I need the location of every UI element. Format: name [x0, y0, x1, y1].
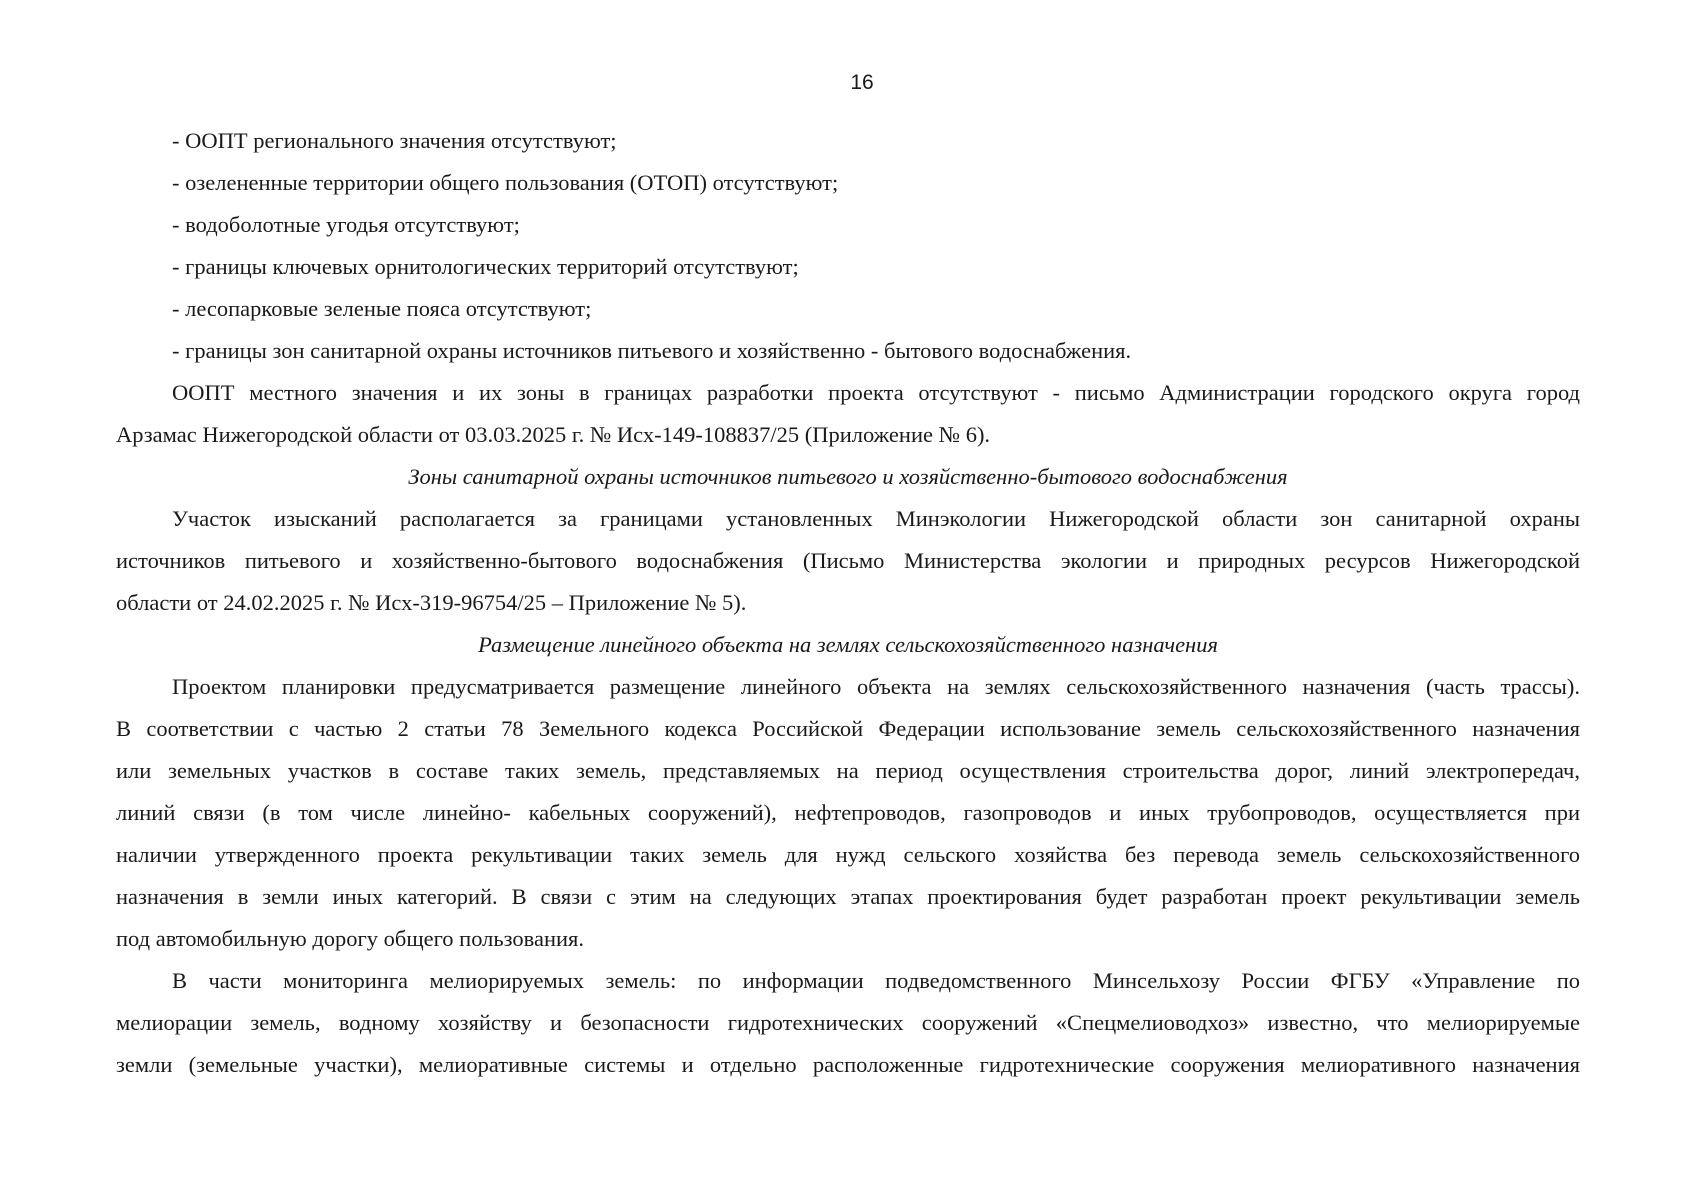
list-item: - озелененные территории общего пользования (ОТОП) отсутствуют; [172, 170, 839, 195]
paragraph-line: наличии утвержденного проекта рекультивации таких земель для нужд сельского хозяйства без перевода земель сельскохозяйственного [116, 842, 1580, 867]
list-item: - водоболотные угодья отсутствуют; [172, 212, 520, 237]
paragraph-line: мелиорации земель, водному хозяйству и безопасности гидротехнических сооружений «Спецмелиоводхоз» известно, что мелиорируемые [116, 1010, 1580, 1035]
paragraph-line: земли (земельные участки), мелиоративные системы и отдельно расположенные гидротехнические сооружения мелиоративного назначения [116, 1052, 1580, 1077]
section-heading: Размещение линейного объекта на землях сельскохозяйственного назначения [478, 632, 1218, 657]
paragraph-line: ООПТ местного значения и их зоны в границах разработки проекта отсутствуют - письмо Администрации городского округа город [172, 380, 1580, 405]
paragraph-line: источников питьевого и хозяйственно-бытового водоснабжения (Письмо Министерства экологии и природных ресурсов Нижегородской [116, 548, 1580, 573]
paragraph-line: Арзамас Нижегородской области от 03.03.2025 г. № Исх-149-108837/25 (Приложение № 6). [116, 422, 991, 447]
document-body [116, 120, 1580, 1086]
paragraph-line: В соответствии с частью 2 статьи 78 Земельного кодекса Российской Федерации использование земель сельскохозяйственного назначения [116, 716, 1580, 741]
list-item: - лесопарковые зеленые пояса отсутствуют; [172, 296, 592, 321]
list-item: - ООПТ регионального значения отсутствуют; [172, 128, 617, 153]
paragraph-line: Участок изысканий располагается за границами установленных Минэкологии Нижегородской области зон санитарной охраны [172, 506, 1580, 531]
page-number: 16 [850, 71, 874, 94]
section-heading: Зоны санитарной охраны источников питьевого и хозяйственно-бытового водоснабжения [408, 464, 1288, 489]
paragraph-line: под автомобильную дорогу общего пользования. [116, 926, 585, 951]
paragraph-line: или земельных участков в составе таких земель, представляемых на период осуществления строительства дорог, линий электропередач, [116, 758, 1580, 783]
list-item: - границы зон санитарной охраны источников питьевого и хозяйственно - бытового водоснабжения. [172, 338, 1132, 363]
paragraph-line: Проектом планировки предусматривается размещение линейного объекта на землях сельскохозяйственного назначения (часть трассы). [172, 674, 1580, 699]
paragraph-line: области от 24.02.2025 г. № Исх-319-96754/25 – Приложение № 5). [116, 590, 747, 615]
paragraph-line: В части мониторинга мелиорируемых земель: по информации подведомственного Минсельхозу России ФГБУ «Управление по [172, 968, 1580, 993]
list-item: - границы ключевых орнитологических территорий отсутствуют; [172, 254, 799, 279]
paragraph-line: назначения в земли иных категорий. В связи с этим на следующих этапах проектирования будет разработан проект рекультивации земель [116, 884, 1580, 909]
paragraph-line: линий связи (в том числе линейно- кабельных сооружений), нефтепроводов, газопроводов и иных трубопроводов, осуществляется при [116, 800, 1580, 825]
